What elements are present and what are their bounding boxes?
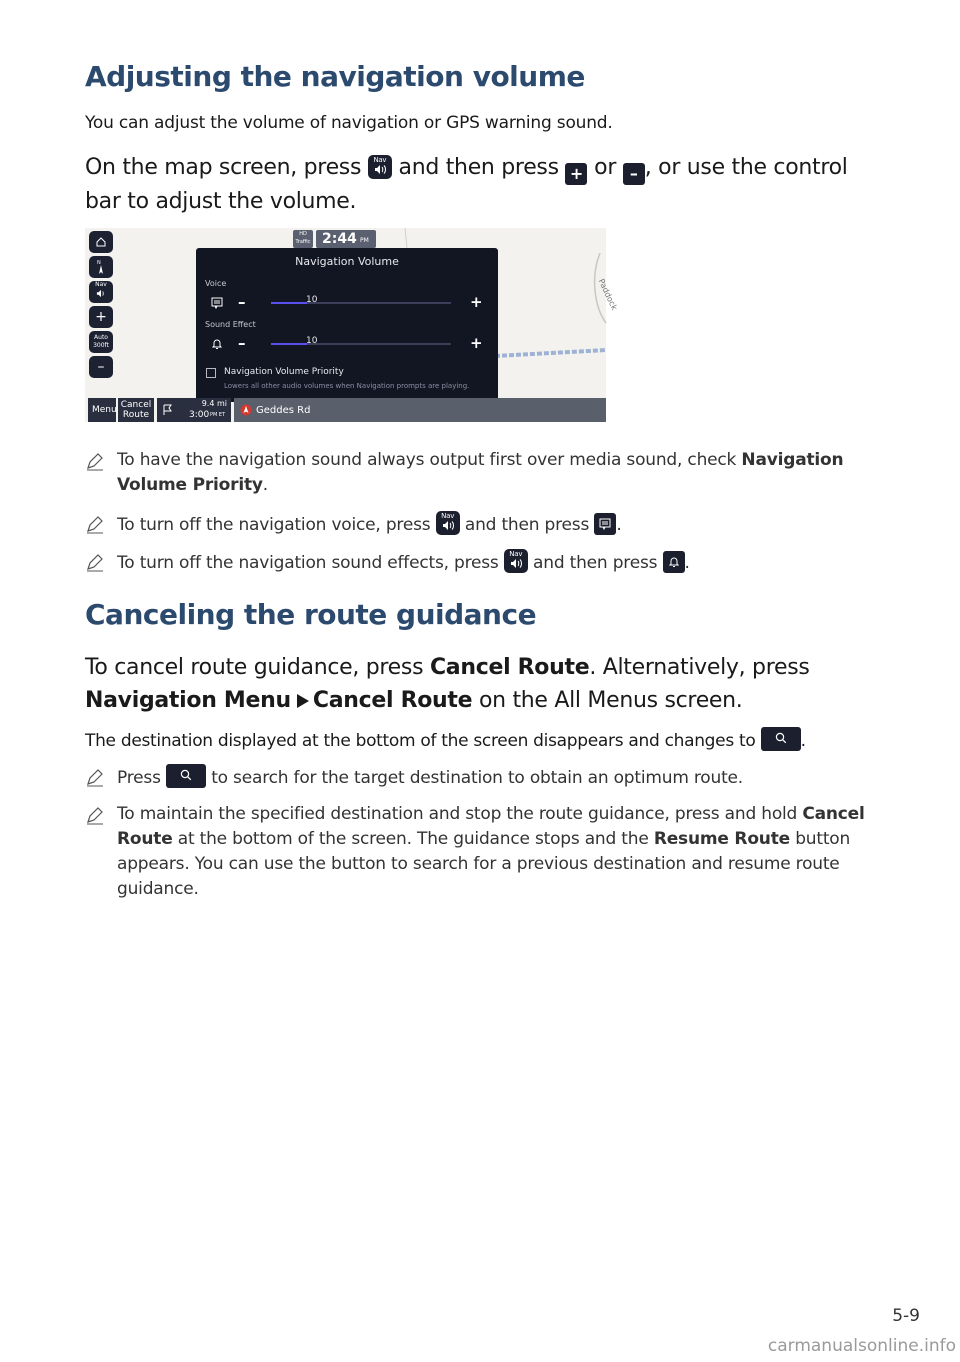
- hd-traffic-badge[interactable]: HD Traffic: [293, 230, 313, 248]
- compass-button[interactable]: [89, 256, 113, 278]
- description-destination: The destination displayed at the bottom of the screen disappears and changes to .: [85, 727, 806, 751]
- zoom-out-button[interactable]: –: [89, 356, 113, 378]
- plus-icon: +: [565, 163, 587, 185]
- voice-fill: [271, 302, 307, 304]
- sound-effect-label: Sound Effect: [205, 320, 256, 329]
- pencil-note-icon: [85, 514, 105, 534]
- voice-slider[interactable]: [205, 292, 489, 314]
- arrow-right-icon: [297, 694, 309, 708]
- pencil-note-icon: [85, 767, 105, 787]
- note-volume-priority: To have the navigation sound always output first over media sound, check Navigation Volume Priority.: [85, 448, 885, 498]
- street-label: Paddock: [596, 277, 619, 312]
- search-icon: [761, 727, 801, 751]
- note-voice-off: To turn off the navigation voice, press Nav and then press .: [85, 511, 885, 538]
- voice-minus-button[interactable]: –: [238, 293, 246, 311]
- note-search: Press to search for the target destination to obtain an optimum route.: [85, 764, 885, 791]
- clock: 2:44 PM: [316, 230, 376, 248]
- zoom-in-button[interactable]: +: [89, 306, 113, 328]
- voice-plus-button[interactable]: +: [470, 293, 483, 311]
- note-resume-route: To maintain the specified destination and stop the route guidance, press and hold Cancel Route at the bottom of the screen. The guidance stops and the Resume Route button appears. You can use the button to search for a previous destination and resume route guidance.: [85, 802, 885, 902]
- navigation-volume-screenshot: [85, 228, 619, 422]
- sound-plus-button[interactable]: +: [470, 334, 483, 352]
- priority-label: Navigation Volume Priority: [224, 367, 344, 377]
- destination-bar[interactable]: Geddes Rd: [234, 398, 606, 422]
- destination-pin-icon: [240, 404, 252, 416]
- note-sound-effect-off: To turn off the navigation sound effects, press Nav and then press .: [85, 549, 885, 576]
- voice-guidance-icon: [594, 513, 616, 535]
- voice-value: 10: [306, 295, 318, 305]
- nav-volume-icon: Nav: [504, 549, 528, 573]
- bell-icon: [211, 338, 223, 350]
- nav-volume-icon: Nav: [436, 511, 460, 535]
- voice-guidance-icon: [211, 297, 223, 309]
- dialog-title: Navigation Volume: [295, 255, 399, 268]
- auto-zoom-button[interactable]: Auto 300ft: [89, 331, 113, 353]
- bell-icon: [663, 551, 685, 573]
- watermark: carmanualsonline.info: [767, 1336, 956, 1356]
- sound-value: 10: [306, 336, 318, 346]
- minus-icon: –: [623, 163, 645, 185]
- lead-paragraph-cancel: To cancel route guidance, press Cancel Route. Alternatively, press Navigation Menu Cancel Route on the All Menus screen.: [85, 655, 810, 713]
- intro-text: You can adjust the volume of navigation or GPS warning sound.: [85, 113, 613, 133]
- voice-track[interactable]: [271, 302, 451, 304]
- pencil-note-icon: [85, 805, 105, 825]
- priority-description: Lowers all other audio volumes when Navigation prompts are playing.: [224, 382, 470, 390]
- menu-button[interactable]: Menu: [88, 398, 116, 422]
- section-heading-navigation-volume: Adjusting the navigation volume: [85, 60, 585, 93]
- voice-label: Voice: [205, 279, 227, 288]
- cancel-route-button[interactable]: Cancel Route: [118, 398, 154, 422]
- flag-icon: [162, 404, 174, 416]
- sound-track[interactable]: [271, 343, 451, 345]
- nav-volume-button[interactable]: Nav: [89, 281, 113, 303]
- priority-checkbox[interactable]: [206, 368, 216, 378]
- pencil-note-icon: [85, 451, 105, 471]
- sound-effect-slider[interactable]: [205, 333, 489, 355]
- page-number: 5-9: [892, 1306, 920, 1326]
- pencil-note-icon: [85, 552, 105, 572]
- lead-paragraph-volume: On the map screen, press Nav and then press + or – , or use the control bar to adjust the volume.: [85, 155, 848, 214]
- section-heading-cancel-route: Canceling the route guidance: [85, 598, 537, 631]
- sound-minus-button[interactable]: –: [238, 334, 246, 352]
- svg-text:N: N: [97, 260, 101, 266]
- home-button[interactable]: [89, 231, 113, 253]
- navigation-volume-dialog: [196, 248, 498, 402]
- eta-panel[interactable]: 9.4 mi 3:00 PM ET: [157, 398, 231, 422]
- sound-fill: [271, 343, 307, 345]
- search-icon: [166, 764, 206, 788]
- nav-volume-icon: Nav: [368, 155, 392, 179]
